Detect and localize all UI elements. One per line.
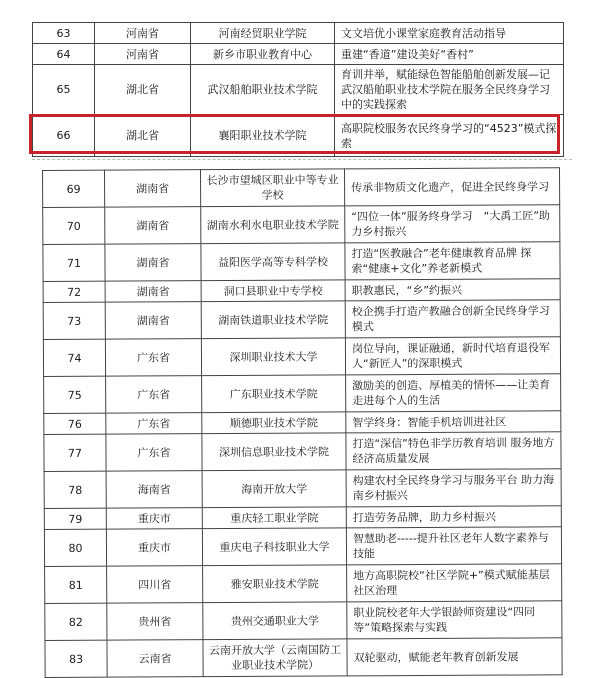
row-number: 64: [33, 44, 95, 65]
case-title-cell: 岗位导向，课证融通，新时代培育退役军人“新匠人”的深职模式: [345, 337, 560, 375]
province-cell: 重庆市: [106, 508, 202, 530]
case-title-cell: 校企携手打造产教融合创新全民终身学习模式: [345, 300, 560, 338]
row-number: 72: [43, 281, 105, 302]
table-row: [43, 242, 560, 282]
case-title-cell: 重建“香道”建设美好“香村”: [335, 44, 564, 65]
case-title-cell: “四位一体”服务终身学习 “大禹工匠”助力乡村振兴: [345, 205, 560, 243]
province-cell: 湖南省: [105, 170, 201, 208]
school-cell: 深圳信息职业技术学院: [202, 433, 346, 471]
province-cell: 湖南省: [105, 244, 201, 282]
school-cell: 广东职业技术学院: [202, 375, 346, 413]
school-cell: 海南开放大学: [202, 470, 346, 508]
row-number: 82: [45, 603, 107, 640]
table-row: [43, 300, 560, 340]
table-row: [44, 374, 561, 414]
row-number: 65: [33, 65, 95, 115]
row-number: 78: [44, 471, 106, 508]
province-cell: 广东省: [106, 434, 202, 472]
province-cell: 湖北省: [95, 115, 191, 157]
case-title-cell: 高职院校服务农民终身学习的“4523”模式探索: [335, 115, 564, 157]
row-number: 75: [44, 376, 106, 413]
province-cell: 广东省: [105, 339, 201, 377]
school-cell: 襄阳职业技术学院: [191, 115, 335, 157]
school-cell: 湖南铁道职业技术学院: [201, 301, 345, 339]
province-cell: 湖北省: [95, 65, 191, 115]
table-row: [44, 432, 561, 472]
table-row: [44, 506, 561, 530]
case-title-cell: 双轮驱动，赋能老年教育创新发展: [347, 638, 562, 676]
row-number: 73: [43, 302, 105, 339]
school-cell: 洞口县职业中专学校: [201, 280, 345, 302]
case-title-cell: 打造劳务品牌，助力乡村振兴: [346, 506, 561, 528]
school-cell: 云南开放大学（云南国防工业职业技术学院）: [203, 639, 347, 677]
province-cell: 贵州省: [107, 603, 203, 641]
province-cell: 河南省: [95, 44, 191, 65]
row-number: 81: [45, 566, 107, 603]
case-title-cell: 传承非物质文化遗产，促进全民终身学习: [344, 168, 559, 206]
row-number: 69: [43, 170, 105, 207]
province-cell: 湖南省: [105, 207, 201, 245]
row-number: 66: [33, 115, 95, 157]
table-row: [43, 279, 560, 303]
school-cell: 重庆电子科技职业大学: [202, 528, 346, 566]
case-title-cell: 职教惠民，“乡”约振兴: [345, 279, 560, 301]
province-cell: 广东省: [106, 413, 202, 435]
table-row: [44, 411, 561, 435]
school-cell: 顺德职业技术学院: [202, 412, 346, 434]
province-cell: 广东省: [106, 376, 202, 414]
row-number: 74: [43, 339, 105, 376]
province-cell: 四川省: [107, 566, 203, 604]
case-title-cell: 打造“医教融合”老年健康教育品牌 探索“健康+文化”养老新模式: [345, 242, 560, 280]
row-number: 80: [44, 529, 106, 566]
table-row: [44, 527, 561, 567]
table-row: [33, 44, 564, 65]
school-cell: 长沙市望城区职业中等专业学校: [201, 169, 345, 207]
school-cell: 雅安职业技术学院: [203, 565, 347, 603]
province-cell: 河南省: [95, 23, 191, 44]
case-title-cell: 文文培优小课堂家庭教育活动指导: [335, 23, 564, 44]
row-number: 63: [33, 23, 95, 44]
case-title-cell: 职业院校老年大学银龄师资建设“四同等”策略探索与实践: [347, 601, 562, 639]
case-title-cell: 智学终身：智能手机培训进社区: [346, 411, 561, 433]
table-row: [45, 601, 562, 641]
province-cell: 云南省: [107, 640, 203, 678]
school-cell: 武汉船舶职业技术学院: [191, 65, 335, 115]
row-number: 70: [43, 207, 105, 244]
row-number: 76: [44, 413, 106, 434]
case-title-cell: 育训并举，赋能绿色智能船舶创新发展—记武汉船舶职业技术学院在服务全民终身学习中的实践探索: [335, 65, 564, 115]
table-row: [45, 564, 562, 604]
case-title-cell: 构建农村全民终身学习与服务平台 助力海南乡村振兴: [346, 469, 561, 507]
school-cell: 贵州交通职业大学: [203, 602, 347, 640]
row-number: 77: [44, 434, 106, 471]
row-number: 79: [44, 508, 106, 529]
table-row: [45, 638, 562, 678]
page-cut-divider: [32, 159, 572, 168]
province-cell: 海南省: [106, 471, 202, 509]
table-row: [33, 65, 564, 115]
province-cell: 湖南省: [105, 302, 201, 340]
table-row: [33, 23, 564, 44]
row-number: 71: [43, 244, 105, 281]
case-title-cell: 智慧助老-----提升社区老年人数字素养与技能: [346, 527, 561, 565]
table-row: [43, 168, 560, 208]
school-cell: 新乡市职业教育中心: [191, 44, 335, 65]
row-number: 83: [45, 640, 107, 677]
school-cell: 湖南水利水电职业技术学院: [201, 206, 345, 244]
table-row: [44, 469, 561, 509]
red-highlight-box: [29, 114, 560, 154]
province-cell: 湖南省: [105, 281, 201, 303]
table-row: [43, 205, 560, 245]
table-row: [43, 337, 560, 377]
table-bottom-section: [42, 167, 563, 678]
case-title-cell: 地方高职院校“社区学院+”模式赋能基层社区治理: [347, 564, 562, 602]
province-cell: 重庆市: [106, 529, 202, 567]
case-title-cell: 打造“深信”特色非学历教育培训 服务地方经济高质量发展: [346, 432, 561, 470]
school-cell: 重庆轻工职业学院: [202, 507, 346, 529]
school-cell: 深圳职业技术大学: [201, 338, 345, 376]
school-cell: 益阳医学高等专科学校: [201, 243, 345, 281]
school-cell: 河南经贸职业学院: [191, 23, 335, 44]
case-title-cell: 激励美的创造、厚植美的情怀——让美育走进每个人的生活: [346, 374, 561, 412]
